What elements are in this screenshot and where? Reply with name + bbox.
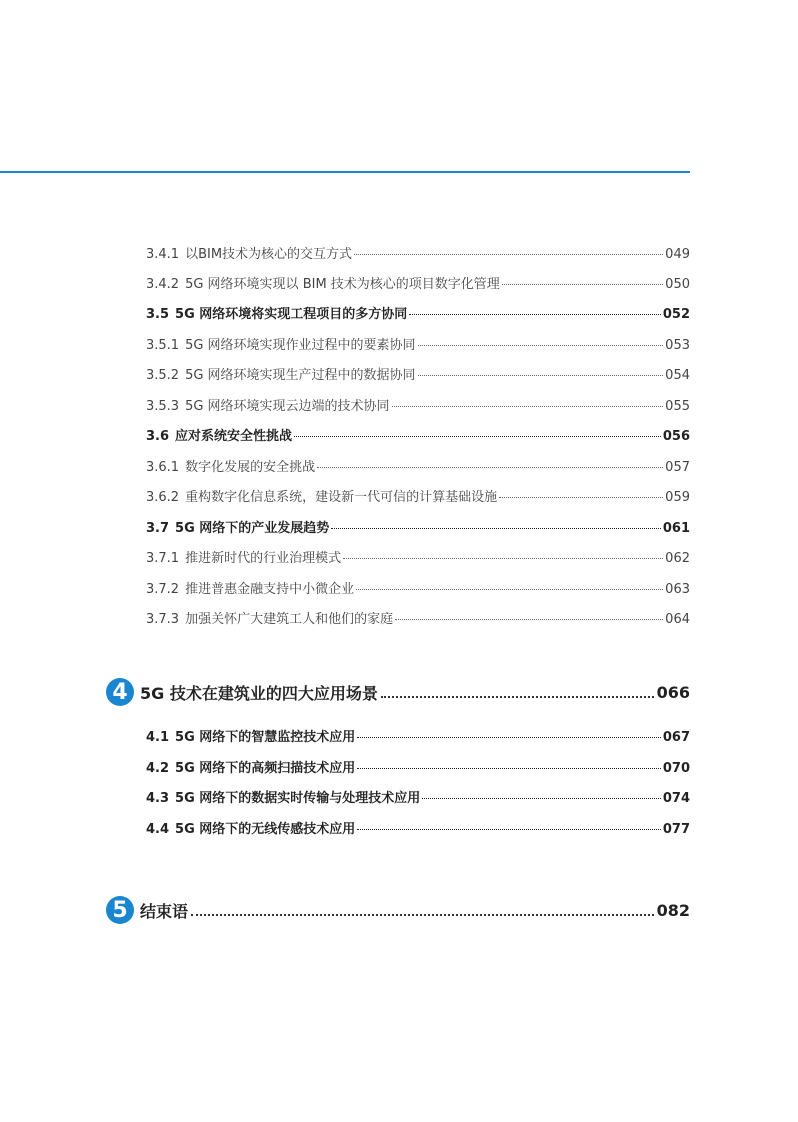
dot-leader bbox=[357, 737, 661, 738]
dot-leader bbox=[395, 619, 663, 620]
entry-title: 加强关怀广大建筑工人和他们的家庭 bbox=[185, 612, 394, 627]
toc-entry-3-7-2[interactable] bbox=[146, 578, 690, 597]
entry-page-number: 056 bbox=[662, 429, 690, 444]
dot-leader bbox=[502, 284, 663, 285]
toc-entry-3-4-1[interactable] bbox=[146, 243, 690, 262]
toc-entry-3-5-3[interactable] bbox=[146, 395, 690, 414]
dot-leader bbox=[191, 914, 654, 916]
toc-chapter-5[interactable] bbox=[106, 895, 690, 925]
toc-entry-3-7[interactable] bbox=[146, 517, 690, 536]
entry-page-number: 055 bbox=[665, 399, 690, 414]
toc-entry-3-5-1[interactable] bbox=[146, 334, 690, 353]
entry-number: 3.6.1 bbox=[146, 460, 180, 475]
entry-number: 3.4.2 bbox=[146, 277, 180, 292]
entry-page-number: 054 bbox=[665, 368, 690, 383]
dot-leader bbox=[294, 436, 661, 437]
chapter-title: 结束语 bbox=[140, 901, 189, 921]
dot-leader bbox=[418, 345, 664, 346]
entry-number: 3.4.1 bbox=[146, 247, 180, 262]
entry-page-number: 053 bbox=[665, 338, 690, 353]
entry-title: 以BIM技术为核心的交互方式 bbox=[185, 247, 353, 262]
entry-page-number: 052 bbox=[662, 307, 690, 322]
entry-number: 3.5.1 bbox=[146, 338, 180, 353]
entry-number: 3.7 bbox=[146, 521, 170, 536]
entry-title: 5G 网络下的智慧监控技术应用 bbox=[175, 730, 356, 745]
entry-number: 4.3 bbox=[146, 791, 170, 806]
toc-chapter-4[interactable] bbox=[106, 677, 690, 707]
entry-title: 应对系统安全性挑战 bbox=[175, 429, 293, 444]
toc-entry-3-6[interactable] bbox=[146, 425, 690, 444]
entry-number: 3.5.3 bbox=[146, 399, 180, 414]
entry-page-number: 074 bbox=[662, 791, 690, 806]
dot-leader bbox=[331, 528, 661, 529]
dot-leader bbox=[499, 497, 663, 498]
toc-entry-3-6-2[interactable] bbox=[146, 486, 690, 505]
dot-leader bbox=[381, 696, 654, 698]
dot-leader bbox=[409, 314, 661, 315]
entry-number: 4.4 bbox=[146, 822, 170, 837]
entry-number: 4.2 bbox=[146, 761, 170, 776]
entry-number: 3.5.2 bbox=[146, 368, 180, 383]
dot-leader bbox=[356, 589, 663, 590]
entry-title: 5G 网络环境将实现工程项目的多方协同 bbox=[175, 307, 408, 322]
entry-title: 5G 网络环境实现云边端的技术协同 bbox=[185, 399, 390, 414]
entry-title: 5G 网络下的数据实时传输与处理技术应用 bbox=[175, 791, 421, 806]
chapter-number-badge: 4 bbox=[106, 678, 134, 706]
entry-title: 5G 网络环境实现生产过程中的数据协同 bbox=[185, 368, 416, 383]
entry-title: 5G 网络环境实现以 BIM 技术为核心的项目数字化管理 bbox=[185, 277, 500, 292]
dot-leader bbox=[317, 467, 663, 468]
entry-page-number: 064 bbox=[665, 612, 690, 627]
entry-number: 3.7.2 bbox=[146, 582, 180, 597]
entry-number: 3.6.2 bbox=[146, 490, 180, 505]
dot-leader bbox=[357, 768, 661, 769]
dot-leader bbox=[343, 558, 663, 559]
entry-title: 5G 网络环境实现作业过程中的要素协同 bbox=[185, 338, 416, 353]
entry-title: 推进新时代的行业治理模式 bbox=[185, 551, 342, 566]
toc-entry-3-7-3[interactable] bbox=[146, 608, 690, 627]
entry-page-number: 059 bbox=[665, 490, 690, 505]
entry-page-number: 049 bbox=[665, 247, 690, 262]
toc-entry-3-5[interactable] bbox=[146, 303, 690, 322]
entry-title: 5G 网络下的高频扫描技术应用 bbox=[175, 761, 356, 776]
dot-leader bbox=[418, 375, 664, 376]
entry-page-number: 067 bbox=[662, 730, 690, 745]
entry-title: 5G 网络下的产业发展趋势 bbox=[175, 521, 330, 536]
entry-page-number: 062 bbox=[665, 551, 690, 566]
dot-leader bbox=[357, 829, 661, 830]
entry-number: 3.5 bbox=[146, 307, 170, 322]
entry-number: 3.7.3 bbox=[146, 612, 180, 627]
dot-leader bbox=[354, 254, 663, 255]
toc-entry-3-5-2[interactable] bbox=[146, 364, 690, 383]
chapter-title: 5G 技术在建筑业的四大应用场景 bbox=[140, 683, 378, 703]
dot-leader bbox=[422, 798, 661, 799]
entry-page-number: 050 bbox=[665, 277, 690, 292]
header-rule bbox=[0, 171, 690, 173]
entry-title: 5G 网络下的无线传感技术应用 bbox=[175, 822, 356, 837]
chapter-page-number: 082 bbox=[656, 900, 690, 920]
toc-entry-4-2[interactable] bbox=[146, 757, 690, 776]
toc-entry-3-4-2[interactable] bbox=[146, 273, 690, 292]
entry-title: 重构数字化信息系统，建设新一代可信的计算基础设施 bbox=[185, 490, 498, 505]
toc-entry-4-3[interactable] bbox=[146, 787, 690, 806]
entry-number: 3.6 bbox=[146, 429, 170, 444]
toc-entry-3-7-1[interactable] bbox=[146, 547, 690, 566]
entry-title: 推进普惠金融支持中小微企业 bbox=[185, 582, 355, 597]
entry-page-number: 070 bbox=[662, 761, 690, 776]
entry-page-number: 063 bbox=[665, 582, 690, 597]
entry-page-number: 077 bbox=[662, 822, 690, 837]
entry-number: 3.7.1 bbox=[146, 551, 180, 566]
toc-entry-4-4[interactable] bbox=[146, 818, 690, 837]
entry-page-number: 061 bbox=[662, 521, 690, 536]
entry-number: 4.1 bbox=[146, 730, 170, 745]
toc-entry-4-1[interactable] bbox=[146, 726, 690, 745]
dot-leader bbox=[392, 406, 664, 407]
chapter-number-badge: 5 bbox=[106, 896, 134, 924]
entry-page-number: 057 bbox=[665, 460, 690, 475]
toc-entry-3-6-1[interactable] bbox=[146, 456, 690, 475]
chapter-page-number: 066 bbox=[656, 682, 690, 702]
entry-title: 数字化发展的安全挑战 bbox=[185, 460, 316, 475]
